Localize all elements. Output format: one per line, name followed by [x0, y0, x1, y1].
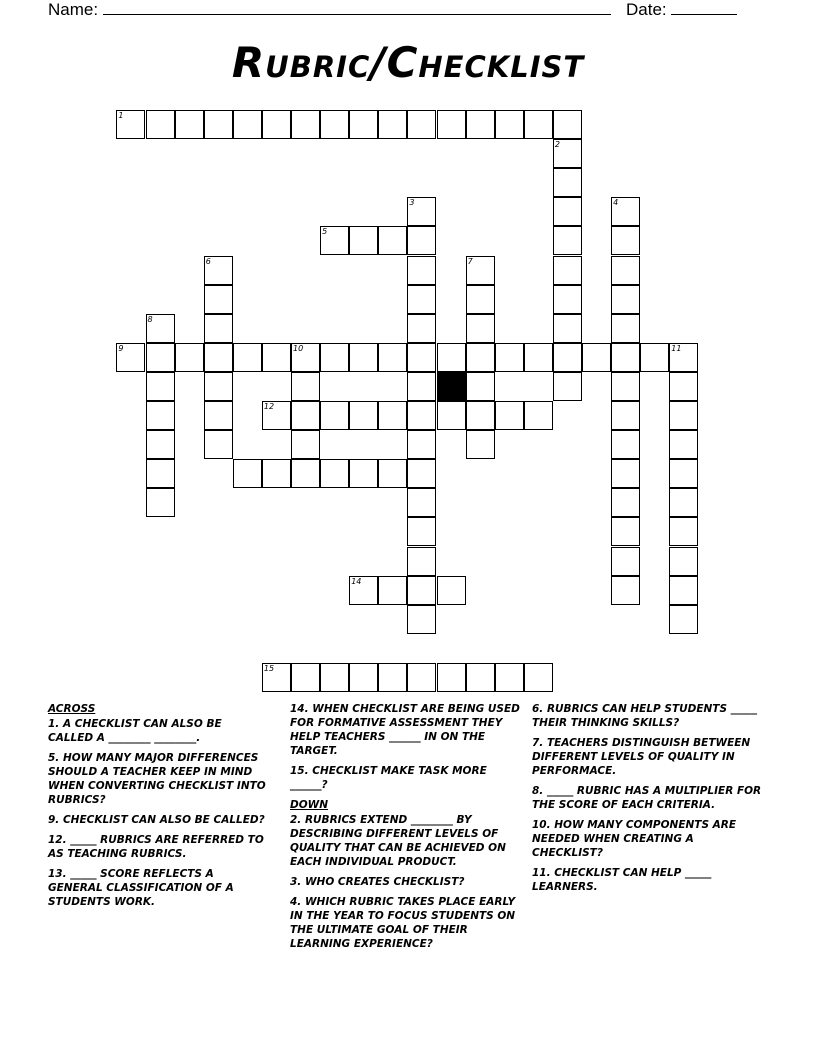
grid-cell[interactable]: [553, 139, 582, 168]
across-heading: ACROSS: [48, 703, 96, 715]
grid-cell[interactable]: [320, 663, 349, 692]
grid-cell[interactable]: [669, 605, 698, 634]
grid-cell[interactable]: [204, 401, 233, 430]
clue-number: 4: [613, 198, 619, 208]
grid-cell[interactable]: [553, 168, 582, 197]
clue-number: 7: [467, 256, 473, 266]
grid-cell[interactable]: [349, 343, 378, 372]
grid-cell[interactable]: [669, 430, 698, 459]
grid-cell[interactable]: [669, 517, 698, 546]
grid-cell[interactable]: [640, 343, 669, 372]
grid-cell[interactable]: [669, 488, 698, 517]
clue-number: 10: [293, 343, 304, 353]
grid-cell[interactable]: [378, 226, 407, 255]
grid-cell[interactable]: [320, 459, 349, 488]
grid-cell[interactable]: [407, 488, 436, 517]
clue-down-11: 11. CHECKLIST CAN HELP _____ LEARNERS.: [532, 867, 712, 893]
grid-cell[interactable]: [407, 314, 436, 343]
grid-cell[interactable]: [116, 343, 145, 372]
grid-cell[interactable]: [611, 488, 640, 517]
grid-cell[interactable]: [466, 430, 495, 459]
grid-cell[interactable]: [611, 576, 640, 605]
grid-cell[interactable]: [611, 430, 640, 459]
grid-block: [437, 372, 466, 401]
grid-cell[interactable]: [437, 576, 466, 605]
grid-cell[interactable]: [146, 314, 175, 343]
grid-cell[interactable]: [466, 256, 495, 285]
grid-cell[interactable]: [378, 459, 407, 488]
down-heading: DOWN: [290, 799, 329, 811]
grid-cell[interactable]: [349, 663, 378, 692]
clue-across-9: 9. CHECKLIST CAN ALSO BE CALLED?: [48, 814, 265, 826]
grid-cell[interactable]: [437, 663, 466, 692]
grid-cell[interactable]: [320, 110, 349, 139]
clue-across-5: 5. HOW MANY MAJOR DIFFERENCES SHOULD A TEACHER KEEP IN MIND WHEN CONVERTING CHECKLIST INTO RUBRICS?: [48, 752, 266, 806]
clue-number: 9: [118, 343, 124, 353]
grid-cell[interactable]: [466, 663, 495, 692]
grid-cell[interactable]: [495, 401, 524, 430]
grid-cell[interactable]: [466, 372, 495, 401]
clue-across-13: 13. _____ SCORE REFLECTS A GENERAL CLASSIFICATION OF A STUDENTS WORK.: [48, 868, 234, 908]
clues-column-1: [48, 702, 266, 915]
clue-across-15: 15. CHECKLIST MAKE TASK MORE ______?: [290, 765, 487, 791]
grid-cell[interactable]: [407, 576, 436, 605]
grid-cell[interactable]: [378, 110, 407, 139]
grid-cell[interactable]: [611, 197, 640, 226]
grid-cell[interactable]: [349, 459, 378, 488]
grid-cell[interactable]: [407, 226, 436, 255]
grid-cell[interactable]: [146, 430, 175, 459]
grid-cell[interactable]: [204, 430, 233, 459]
grid-cell[interactable]: [407, 459, 436, 488]
grid-cell[interactable]: [524, 401, 553, 430]
clue-number: 3: [409, 198, 415, 208]
grid-cell[interactable]: [611, 372, 640, 401]
name-label: Name:: [48, 0, 99, 19]
grid-cell[interactable]: [291, 459, 320, 488]
grid-cell[interactable]: [611, 226, 640, 255]
grid-cell[interactable]: [378, 663, 407, 692]
grid-cell[interactable]: [349, 110, 378, 139]
grid-cell[interactable]: [553, 372, 582, 401]
clues-column-3: [532, 702, 768, 900]
grid-cell[interactable]: [553, 256, 582, 285]
clues-column-2: [290, 702, 520, 957]
page-title: Rubric/Checklist: [231, 38, 585, 87]
grid-cell[interactable]: [291, 343, 320, 372]
clue-number: 11: [671, 343, 682, 353]
grid-cell[interactable]: [553, 197, 582, 226]
grid-cell[interactable]: [407, 256, 436, 285]
grid-cell[interactable]: [175, 343, 204, 372]
grid-cell[interactable]: [378, 576, 407, 605]
grid-cell[interactable]: [553, 343, 582, 372]
grid-cell[interactable]: [407, 285, 436, 314]
grid-cell[interactable]: [669, 576, 698, 605]
clue-number: 2: [554, 140, 560, 150]
grid-cell[interactable]: [466, 110, 495, 139]
grid-cell[interactable]: [495, 663, 524, 692]
clue-down-4: 4. WHICH RUBRIC TAKES PLACE EARLY IN THE YEAR TO FOCUS STUDENTS ON THE ULTIMATE GOAL OF THEIR LEARNING EXPERIENCE?: [290, 896, 516, 950]
grid-cell[interactable]: [146, 372, 175, 401]
grid-cell[interactable]: [611, 401, 640, 430]
clue-down-6: 6. RUBRICS CAN HELP STUDENTS _____ THEIR THINKING SKILLS?: [532, 703, 757, 729]
grid-cell[interactable]: [495, 110, 524, 139]
grid-cell[interactable]: [291, 110, 320, 139]
grid-cell[interactable]: [466, 314, 495, 343]
grid-cell[interactable]: [320, 401, 349, 430]
grid-cell[interactable]: [524, 110, 553, 139]
grid-cell[interactable]: [553, 285, 582, 314]
grid-cell[interactable]: [669, 401, 698, 430]
grid-cell[interactable]: [437, 110, 466, 139]
grid-cell[interactable]: [669, 343, 698, 372]
grid-cell[interactable]: [407, 605, 436, 634]
grid-cell[interactable]: [291, 372, 320, 401]
grid-cell[interactable]: [116, 110, 145, 139]
grid-cell[interactable]: [204, 110, 233, 139]
grid-cell[interactable]: [611, 517, 640, 546]
grid-cell[interactable]: [262, 401, 291, 430]
grid-cell[interactable]: [553, 314, 582, 343]
grid-cell[interactable]: [204, 256, 233, 285]
clue-number: 15: [263, 663, 275, 673]
clue-number: 6: [205, 256, 211, 266]
grid-cell[interactable]: [262, 663, 291, 692]
grid-cell[interactable]: [262, 459, 291, 488]
grid-cell[interactable]: [407, 372, 436, 401]
clue-across-1: 1. A CHECKLIST CAN ALSO BE CALLED A ________ ________.: [48, 718, 222, 744]
clue-down-3: 3. WHO CREATES CHECKLIST?: [290, 876, 465, 888]
grid-cell[interactable]: [378, 343, 407, 372]
grid-cell[interactable]: [407, 401, 436, 430]
grid-cell[interactable]: [146, 401, 175, 430]
grid-cell[interactable]: [407, 430, 436, 459]
grid-cell[interactable]: [291, 663, 320, 692]
grid-cell[interactable]: [175, 110, 204, 139]
grid-cell[interactable]: [669, 459, 698, 488]
grid-cell[interactable]: [262, 343, 291, 372]
grid-cell[interactable]: [204, 343, 233, 372]
grid-cell[interactable]: [349, 576, 378, 605]
grid-cell[interactable]: [407, 110, 436, 139]
grid-cell[interactable]: [611, 256, 640, 285]
grid-cell[interactable]: [233, 343, 262, 372]
grid-cell[interactable]: [320, 226, 349, 255]
grid-cell[interactable]: [378, 401, 407, 430]
grid-cell[interactable]: [320, 343, 349, 372]
grid-cell[interactable]: [204, 372, 233, 401]
grid-cell[interactable]: [524, 663, 553, 692]
clue-across-12: 12. _____ RUBRICS ARE REFERRED TO AS TEACHING RUBRICS.: [48, 834, 264, 860]
grid-cell[interactable]: [524, 343, 553, 372]
grid-cell[interactable]: [669, 547, 698, 576]
grid-cell[interactable]: [407, 547, 436, 576]
grid-cell[interactable]: [291, 430, 320, 459]
grid-cell[interactable]: [262, 110, 291, 139]
grid-cell[interactable]: [611, 314, 640, 343]
grid-cell[interactable]: [349, 226, 378, 255]
grid-cell[interactable]: [611, 343, 640, 372]
grid-cell[interactable]: [407, 517, 436, 546]
grid-cell[interactable]: [437, 343, 466, 372]
grid-cell[interactable]: [291, 401, 320, 430]
grid-cell[interactable]: [466, 343, 495, 372]
clue-number: 8: [147, 314, 153, 324]
grid-cell[interactable]: [146, 459, 175, 488]
grid-cell[interactable]: [349, 401, 378, 430]
clue-down-8: 8. _____ RUBRIC HAS A MULTIPLIER FOR THE SCORE OF EACH CRITERIA.: [532, 785, 762, 811]
clue-number: 12: [263, 402, 275, 411]
grid-cell[interactable]: [146, 488, 175, 517]
grid-cell[interactable]: [204, 314, 233, 343]
grid-cell[interactable]: [553, 110, 582, 139]
grid-cell[interactable]: [611, 459, 640, 488]
grid-cell[interactable]: [582, 343, 611, 372]
clue-number: 1: [118, 111, 124, 120]
grid-cell[interactable]: [669, 372, 698, 401]
grid-cell[interactable]: [233, 459, 262, 488]
grid-cell[interactable]: [495, 343, 524, 372]
grid-cell[interactable]: [407, 343, 436, 372]
clue-down-10: 10. HOW MANY COMPONENTS ARE NEEDED WHEN CREATING A CHECKLIST?: [532, 819, 737, 859]
grid-cell[interactable]: [146, 343, 175, 372]
grid-cell[interactable]: [146, 110, 175, 139]
clue-across-14: 14. WHEN CHECKLIST ARE BEING USED FOR FORMATIVE ASSESSMENT THEY HELP TEACHERS ______ IN ON THE TARGET.: [290, 703, 520, 757]
grid-cell[interactable]: [407, 197, 436, 226]
clue-down-2: 2. RUBRICS EXTEND ________ BY DESCRIBING DIFFERENT LEVELS OF QUALITY THAT CAN BE ACHIEVED ON EACH INDIVIDUAL PRODUCT.: [290, 814, 506, 868]
clue-number: 14: [351, 576, 362, 586]
date-label: Date:: [626, 0, 667, 19]
grid-cell[interactable]: [611, 285, 640, 314]
grid-cell[interactable]: [466, 401, 495, 430]
grid-cell[interactable]: [611, 547, 640, 576]
grid-cell[interactable]: [204, 285, 233, 314]
grid-cell[interactable]: [233, 110, 262, 139]
grid-cell[interactable]: [437, 401, 466, 430]
grid-cell[interactable]: [407, 663, 436, 692]
clue-down-7: 7. TEACHERS DISTINGUISH BETWEEN DIFFERENT LEVELS OF QUALITY IN PERFORMACE.: [532, 737, 751, 777]
grid-cell[interactable]: [466, 285, 495, 314]
clue-number: 5: [322, 227, 328, 237]
grid-cell[interactable]: [553, 226, 582, 255]
